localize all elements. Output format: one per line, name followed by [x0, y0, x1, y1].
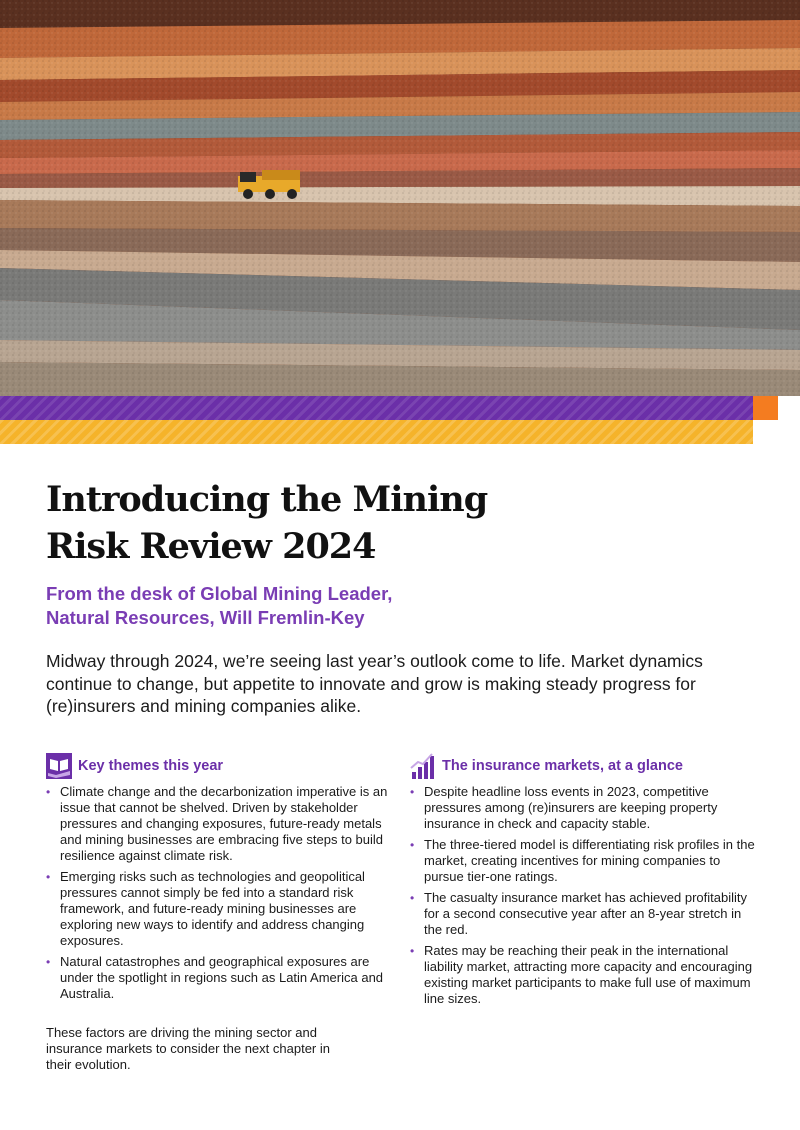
key-themes-header: [46, 752, 391, 780]
list-item: • The three-tiered model is differentiating risk profiles in the market, creating incentives for mining companies to pursue tier-one ratings.: [410, 837, 760, 885]
bar-chart-trend-icon: [410, 752, 436, 780]
key-themes-section: [46, 752, 391, 1073]
list-item: • Climate change and the decarbonization imperative is an issue that cannot be shelved. Driven by stakeholder pressures and changing exposures, future-ready metals and mining businesses are embracing five steps to build resilience against climate risk.: [46, 784, 391, 864]
insurance-markets-list: [410, 784, 760, 1007]
key-themes-closing: These factors are driving the mining sector and insurance markets to consider the next chapter in their evolution.: [46, 1025, 330, 1072]
hero-image: [0, 0, 800, 396]
page-title-line-2: Risk Review 2024: [46, 526, 376, 567]
yellow-stripe: [0, 420, 753, 444]
list-item: • Natural catastrophes and geographical exposures are under the spotlight in regions such as Latin America and Australia.: [46, 954, 391, 1002]
list-item: • The casualty insurance market has achieved profitability for a second consecutive year after an 8-year stretch in the red.: [410, 890, 760, 938]
list-item: • Emerging risks such as technologies and geopolitical pressures cannot simply be fed into a standard risk framework, and future-ready mining businesses are exploring new ways to identify and address changing exposures.: [46, 869, 391, 949]
list-item: • Despite headline loss events in 2023, competitive pressures among (re)insurers are keeping property insurance in check and capacity stable.: [410, 784, 760, 832]
key-themes-title: Key themes this year: [78, 758, 224, 774]
open-book-hand-icon: [46, 753, 72, 779]
list-item: • Rates may be reaching their peak in the international liability market, attracting more capacity and encouraging existing market participants to make full use of maximum line sizes.: [410, 943, 760, 1007]
purple-stripe: [0, 396, 753, 420]
page-subtitle-line-2: Natural Resources, Will Fremlin-Key: [46, 607, 365, 628]
page-subtitle-line-1: From the desk of Global Mining Leader,: [46, 583, 393, 604]
open-pit-mine-illustration: [0, 0, 800, 396]
page-subtitle: [46, 582, 606, 630]
page-title: [46, 476, 646, 570]
insurance-markets-section: [410, 752, 760, 1012]
key-themes-list: [46, 784, 391, 1002]
insurance-markets-title: The insurance markets, at a glance: [442, 758, 683, 774]
page-title-line-1: Introducing the Mining: [46, 479, 488, 520]
intro-paragraph: Midway through 2024, we’re seeing last year’s outlook come to life. Market dynamics continue to change, but appetite to innovate and grow is making steady progress for (re)insurers and mining companies alike.: [46, 651, 703, 716]
haul-truck-icon: [238, 170, 300, 199]
orange-accent-block: [753, 396, 778, 420]
insurance-markets-header: [410, 752, 760, 780]
